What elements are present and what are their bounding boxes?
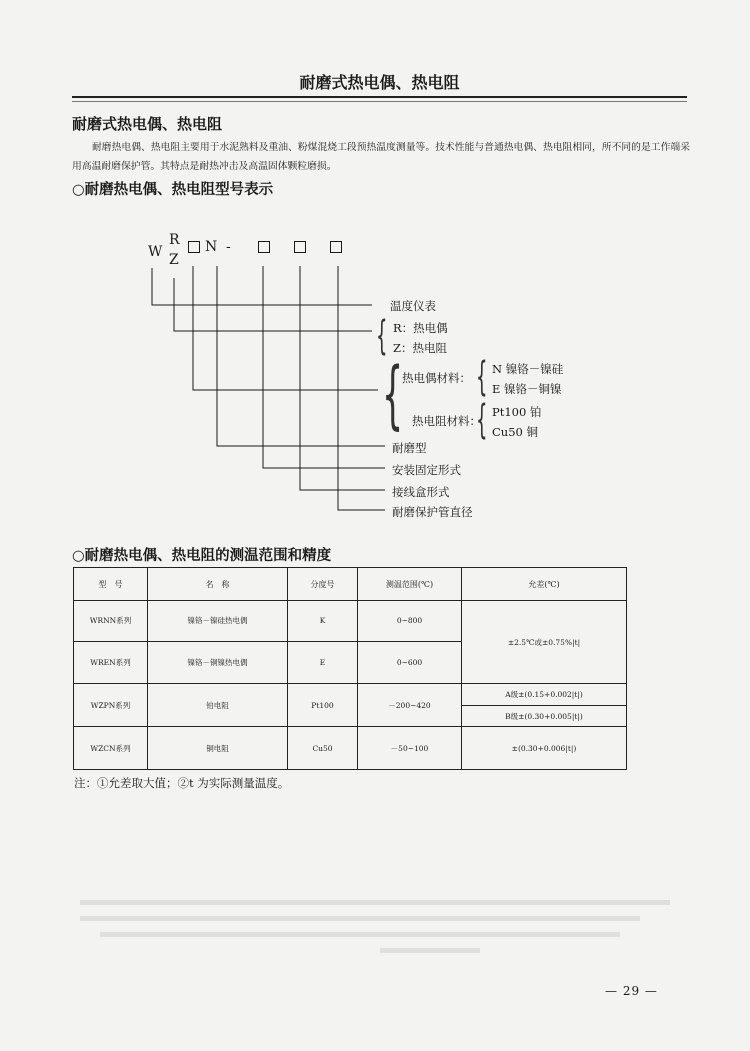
table-row xyxy=(74,601,627,642)
spec-table xyxy=(73,567,627,770)
show-through-texture xyxy=(80,880,680,960)
cell-range: －50~100 xyxy=(358,727,462,770)
cell-model: WREN系列 xyxy=(74,641,148,684)
table-row xyxy=(74,684,627,705)
header-model: 型 号 xyxy=(74,568,148,601)
table-note: 注：①允差取大值；②t 为实际测量温度。 xyxy=(74,776,290,790)
label-rtd-material: 热电阻材料： xyxy=(412,414,481,428)
header-grad: 分度号 xyxy=(288,568,358,601)
cell-range: 0~600 xyxy=(358,641,462,684)
label-mounting: 安装固定形式 xyxy=(392,463,461,477)
cell-model: WRNN系列 xyxy=(74,601,148,642)
cell-name: 镍铬－镍硅热电偶 xyxy=(148,601,288,642)
code-n: N xyxy=(205,239,218,255)
label-tc-material: 热电偶材料： xyxy=(402,371,471,385)
cell-range: 0~800 xyxy=(358,601,462,642)
cell-tolerance-tc: ±2.5℃或±0.75%|t| xyxy=(462,601,627,684)
cell-tolerance-cu: ±(0.30+0.006|t|) xyxy=(462,727,627,770)
cell-grad: K xyxy=(288,601,358,642)
header-name: 名 称 xyxy=(148,568,288,601)
header-range: 测温范围(℃) xyxy=(358,568,462,601)
cell-grad: Cu50 xyxy=(288,727,358,770)
cell-tolerance-pt-a: A级±(0.15+0.002|t|) xyxy=(462,684,627,705)
code-z: Z xyxy=(169,252,179,268)
table-row xyxy=(74,727,627,770)
brace-tc: { xyxy=(476,354,488,400)
header-divider xyxy=(72,101,687,102)
model-code xyxy=(146,232,366,272)
code-box-3 xyxy=(294,241,306,253)
table-header-row xyxy=(74,568,627,601)
cell-range: －200~420 xyxy=(358,684,462,727)
code-box-1 xyxy=(188,241,200,253)
cell-name: 铂电阻 xyxy=(148,684,288,727)
brace-type: { xyxy=(376,313,388,359)
intro-paragraph: 耐磨热电偶、热电阻主要用于水泥熟料及重油、粉煤混烧工段预热温度测量等。技术性能与普通热电偶、热电阻相同，所不同的是工作端采用高温耐磨保护管。其特点是耐热冲击及高温固体颗粒磨损。 xyxy=(72,142,690,172)
label-tc-n: N 镍铬－镍硅 xyxy=(492,362,564,376)
cell-model: WZPN系列 xyxy=(74,684,148,727)
cell-grad: E xyxy=(288,641,358,684)
code-dash: - xyxy=(226,239,231,255)
header-tolerance: 允差(℃) xyxy=(462,568,627,601)
model-section-title: ○耐磨热电偶、热电阻型号表示 xyxy=(72,181,274,198)
code-r: R xyxy=(169,232,180,248)
cell-grad: Pt100 xyxy=(288,684,358,727)
label-wear-type: 耐磨型 xyxy=(392,441,427,455)
label-rtd-pt: Pt100 铂 xyxy=(492,405,542,419)
range-section-title: ○耐磨热电偶、热电阻的测温范围和精度 xyxy=(72,547,332,564)
brace-rtd: { xyxy=(476,397,488,443)
label-junction-box: 接线盒形式 xyxy=(392,485,450,499)
label-rtd-cu: Cu50 铜 xyxy=(492,425,538,439)
code-box-2 xyxy=(258,241,270,253)
brace-material: { xyxy=(382,352,404,438)
page-header-title: 耐磨式热电偶、热电阻 xyxy=(299,72,460,92)
cell-tolerance-pt-b: B级±(0.30+0.005|t|) xyxy=(462,705,627,726)
label-r-item: R：热电偶 xyxy=(393,321,448,335)
page-number: — 29 — xyxy=(605,984,658,998)
section-title: 耐磨式热电偶、热电阻 xyxy=(72,115,223,133)
cell-name: 铜电阻 xyxy=(148,727,288,770)
code-w: W xyxy=(148,244,163,260)
label-tc-e: E 镍铬－铜镍 xyxy=(492,382,562,396)
cell-model: WZCN系列 xyxy=(74,727,148,770)
label-z-item: Z：热电阻 xyxy=(393,341,447,355)
label-instrument: 温度仪表 xyxy=(390,299,436,313)
label-tube-diameter: 耐磨保护管直径 xyxy=(392,505,473,519)
code-box-4 xyxy=(330,241,342,253)
page-header xyxy=(72,66,687,98)
cell-name: 镍铬－铜镍热电偶 xyxy=(148,641,288,684)
